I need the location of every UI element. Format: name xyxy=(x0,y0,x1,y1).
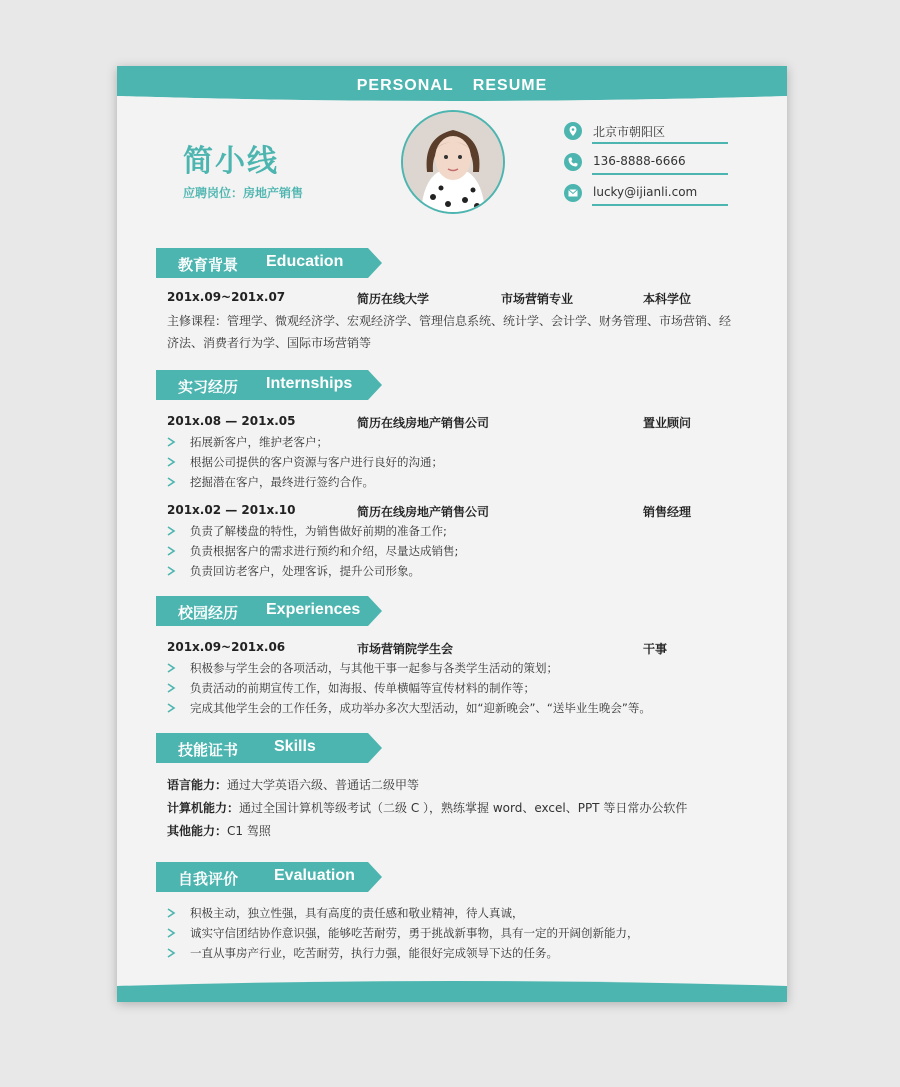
section-title-en: Internships xyxy=(266,375,353,392)
list-item xyxy=(167,454,747,472)
internship-row xyxy=(167,414,737,432)
experience-role: 干事 xyxy=(643,642,668,656)
section-title-cn: 教育背景 xyxy=(178,256,239,274)
education-degree: 本科学位 xyxy=(643,292,692,306)
contact-location xyxy=(564,122,729,146)
banner-title: PERSONAL RESUME xyxy=(356,77,548,94)
skill-other xyxy=(167,822,271,839)
footer-band xyxy=(117,976,787,1002)
contact-phone xyxy=(564,153,729,177)
education-period: 201x.09~201x.07 xyxy=(167,290,286,304)
list-item xyxy=(167,945,747,963)
bullet-text: 负责活动的前期宣传工作，如海报、传单横幅等宣传材料的制作等； xyxy=(190,681,535,695)
bullet-text: 根据公司提供的客户资源与客户进行良好的沟通； xyxy=(190,455,443,469)
bullet-text: 负责根据客户的需求进行预约和介绍，尽量达成销售; xyxy=(190,544,459,558)
skill-label: 计算机能力： xyxy=(167,801,240,815)
arrow-icon xyxy=(167,525,177,537)
skill-label: 语言能力： xyxy=(167,778,228,792)
skill-value: 通过大学英语六级、普通话二级甲等 xyxy=(227,778,420,792)
section-title-cn: 自我评价 xyxy=(178,870,239,888)
arrow-icon xyxy=(167,907,177,919)
skill-computer xyxy=(167,799,687,816)
list-item xyxy=(167,474,747,492)
arrow-icon xyxy=(167,947,177,959)
bullet-text: 积极主动，独立性强，具有高度的责任感和敬业精神，待人真诚， xyxy=(190,906,524,920)
list-item xyxy=(167,523,747,541)
phone-text: 136-8888-6666 xyxy=(593,154,686,168)
skill-label: 其他能力： xyxy=(167,824,228,838)
experience-org: 市场营销院学生会 xyxy=(357,642,454,656)
experience-row xyxy=(167,640,737,658)
section-title-en: Experiences xyxy=(266,601,361,618)
bullet-text: 负责了解楼盘的特性，为销售做好前期的准备工作; xyxy=(190,524,447,538)
list-item xyxy=(167,680,747,698)
section-header-evaluation xyxy=(156,862,382,892)
skill-language xyxy=(167,776,419,793)
skill-value: 通过全国计算机等级考试（二级 C ），熟练掌握 word、excel、PPT 等日常办公软件 xyxy=(239,801,688,815)
section-header-education xyxy=(156,248,382,278)
arrow-icon xyxy=(167,565,177,577)
internship-role: 置业顾问 xyxy=(643,416,692,430)
section-title-en: Education xyxy=(266,253,344,270)
email-text: lucky@ijianli.com xyxy=(593,185,698,199)
section-header-internships xyxy=(156,370,382,400)
portrait-photo xyxy=(401,110,505,214)
bullet-text: 诚实守信团结协作意识强，能够吃苦耐劳，勇于挑战新事物，具有一定的开阔创新能力， xyxy=(190,926,639,940)
contact-email xyxy=(564,184,729,208)
job-target: 应聘岗位：房地产销售 xyxy=(183,186,304,200)
list-item xyxy=(167,700,747,718)
internship-company: 简历在线房地产销售公司 xyxy=(357,416,490,430)
list-item xyxy=(167,905,747,923)
education-school: 简历在线大学 xyxy=(357,292,430,306)
courses-line: 主修课程：管理学、微观经济学、宏观经济学、管理信息系统、统计学、会计学、财务管理、市场营销、经 xyxy=(167,314,732,328)
location-text: 北京市朝阳区 xyxy=(593,125,666,139)
bullet-text: 一直从事房产行业，吃苦耐劳，执行力强，能很好完成领导下达的任务。 xyxy=(190,946,558,960)
section-title-cn: 实习经历 xyxy=(178,378,239,396)
bullet-text: 负责回访老客户，处理客诉，提升公司形象。 xyxy=(190,564,420,578)
candidate-name: 简小线 xyxy=(183,144,279,179)
arrow-icon xyxy=(167,702,177,714)
section-title-en: Evaluation xyxy=(274,867,355,884)
education-major: 市场营销专业 xyxy=(501,292,574,306)
arrow-icon xyxy=(167,476,177,488)
bullet-text: 挖掘潜在客户，最终进行签约合作。 xyxy=(190,475,374,489)
education-courses xyxy=(167,310,737,354)
bullet-text: 积极参与学生会的各项活动，与其他干事一起参与各类学生活动的策划； xyxy=(190,661,558,675)
bullet-text: 拓展新客户，维护老客户； xyxy=(190,435,328,449)
arrow-icon xyxy=(167,682,177,694)
section-title-cn: 技能证书 xyxy=(178,741,239,759)
internship-role: 销售经理 xyxy=(643,505,692,519)
experience-period: 201x.09~201x.06 xyxy=(167,640,286,654)
skill-value: C1 驾照 xyxy=(227,824,271,838)
section-title-en: Skills xyxy=(274,738,316,755)
internship-period: 201x.08 — 201x.05 xyxy=(167,414,296,428)
list-item xyxy=(167,925,747,943)
courses-line: 济法、消费者行为学、国际市场营销等 xyxy=(167,336,372,350)
internship-row xyxy=(167,503,737,521)
internship-company: 简历在线房地产销售公司 xyxy=(357,505,490,519)
location-icon xyxy=(564,122,582,140)
section-header-experiences xyxy=(156,596,382,626)
section-header-skills xyxy=(156,733,382,763)
arrow-icon xyxy=(167,927,177,939)
list-item xyxy=(167,543,747,561)
arrow-icon xyxy=(167,662,177,674)
education-row xyxy=(167,290,737,308)
list-item xyxy=(167,434,747,452)
bullet-text: 完成其他学生会的工作任务，成功举办多次大型活动，如“迎新晚会”、“送毕业生晚会”等。 xyxy=(190,701,651,715)
divider xyxy=(592,142,728,144)
section-title-cn: 校园经历 xyxy=(178,604,239,622)
divider xyxy=(592,173,728,175)
resume-page xyxy=(117,66,787,1002)
list-item xyxy=(167,563,747,581)
list-item xyxy=(167,660,747,678)
arrow-icon xyxy=(167,456,177,468)
divider xyxy=(592,204,728,206)
phone-icon xyxy=(564,153,582,171)
email-icon xyxy=(564,184,582,202)
arrow-icon xyxy=(167,436,177,448)
internship-period: 201x.02 — 201x.10 xyxy=(167,503,296,517)
arrow-icon xyxy=(167,545,177,557)
